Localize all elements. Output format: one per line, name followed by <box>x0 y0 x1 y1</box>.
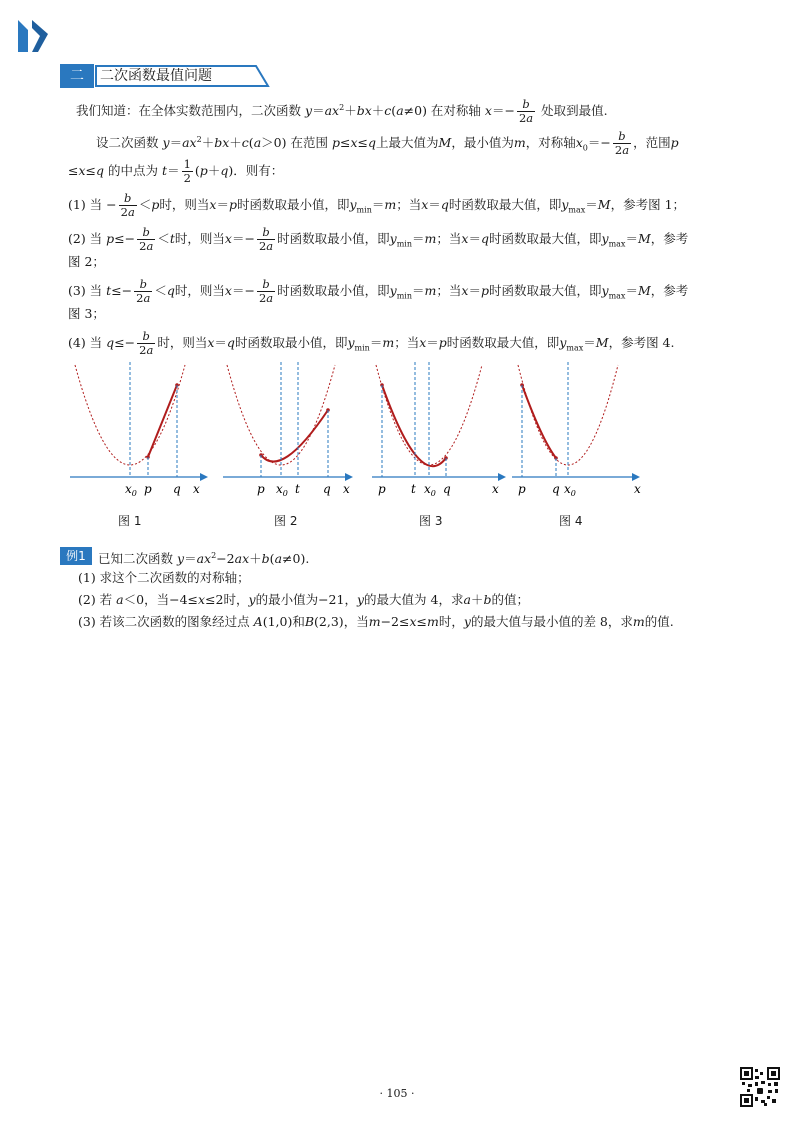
svg-text:x: x <box>343 482 350 496</box>
svg-text:p: p <box>518 482 526 496</box>
text: ；当 <box>396 197 422 212</box>
example-question-1: (1) 求这个二次函数的对称轴； <box>78 570 250 585</box>
text: ；当 <box>436 283 462 298</box>
page-number: · 105 · <box>379 1087 415 1100</box>
intro-paragraph: 我们知道：在全体实数范围内，二次函数 $y=ax^2+bx+c(a\ne 0)$ 在对称轴 x＝− $\frac{b}{2a}$ 处取到最值. <box>76 97 608 126</box>
text: ，参考图 4. <box>608 335 675 350</box>
svg-text:x: x <box>634 482 641 496</box>
text: (3) 当 <box>68 283 103 298</box>
figure-1-caption: 图 1 <box>118 514 142 528</box>
text: 的值. <box>644 614 674 629</box>
figure-1 <box>70 362 208 498</box>
svg-text:x: x <box>193 482 200 496</box>
text: 时，则当 <box>159 197 210 212</box>
svg-text:x0: $x_0$ <box>276 482 288 498</box>
text: 在范围 <box>290 135 328 151</box>
svg-text:x0: $x_0$ <box>564 482 576 498</box>
text: 时，则当 <box>157 335 208 350</box>
svg-text:p: p <box>144 482 152 496</box>
text: 时函数取最大值，即 <box>448 197 562 212</box>
text: ，当 <box>144 592 170 607</box>
text: ；当 <box>394 335 420 350</box>
section-number: 二 <box>60 64 94 88</box>
text: 图 2； <box>68 254 105 269</box>
svg-text:t: t <box>411 482 416 496</box>
text: (3) 若该二次函数的图象经过点 <box>78 614 250 629</box>
text: 的值； <box>491 592 529 607</box>
svg-text:q: q <box>443 482 451 496</box>
text: 的最大值与最小值的差 8，求 <box>470 614 633 629</box>
text: 时函数取最大值，即 <box>488 231 602 246</box>
text: ，参考 <box>650 231 689 246</box>
text: ，参考图 1； <box>610 197 686 212</box>
figure-3-caption: 图 3 <box>419 514 443 528</box>
text: ；当 <box>436 231 462 246</box>
text: 设二次函数 <box>96 135 159 151</box>
text: 时， <box>223 592 249 607</box>
example-question-2: (2) 若 a＜0，当−4≤x≤2时，y的最小值为−21，y的最大值为 4，求a＋b的值； <box>78 592 529 607</box>
text: 处取到最值. <box>541 103 608 119</box>
text: 时函数取最小值，即 <box>277 283 390 298</box>
text: 时函数取最大值，即 <box>488 283 602 298</box>
figure-3 <box>372 362 506 498</box>
text: 在对称轴 <box>430 103 481 119</box>
case-2-cont <box>68 252 105 272</box>
section-title: 二次函数最值问题 <box>100 68 212 84</box>
text: ，参考 <box>650 283 689 298</box>
svg-text:q: q <box>552 482 560 496</box>
text: ，对称轴 <box>525 135 576 151</box>
text: 时， <box>438 614 464 629</box>
text: 时，则当 <box>174 231 225 246</box>
text: ，最小值为 <box>451 135 514 151</box>
figure-2 <box>223 362 353 498</box>
text: 的最小值为−21， <box>255 592 357 607</box>
case-2: (2) 当 p≤− $\frac{b}{2a}$ ＜t时，则当x＝− $\frac{b}{2a}$ 时函数取最小值，即$y_{min}=m$；当x＝q时函数取最大值，即$y_{max}=M$，参考 <box>68 225 689 253</box>
text: (1) 当 <box>68 197 103 212</box>
figure-4-caption: 图 4 <box>559 514 583 528</box>
text: 时函数取最小值，即 <box>236 197 350 212</box>
text: (4) 当 <box>68 335 103 350</box>
text: 时函数取最小值，即 <box>234 335 348 350</box>
text: 时，则当 <box>174 283 225 298</box>
setup-paragraph-cont: ≤x≤q 的中点为 t＝ $\frac{1}{2}$ (p＋q)．则有： <box>68 157 284 185</box>
case-1: (1) 当 − $\frac{b}{2a}$ ＜p时，则当x＝p时函数取最小值，即$y_{min}=m$；当x＝q时函数取最大值，即$y_{max}=M$，参考图 1； <box>68 191 686 219</box>
svg-text:p: p <box>378 482 386 496</box>
text: 的中点为 <box>108 163 159 178</box>
text: 我们知道：在全体实数范围内，二次函数 <box>76 103 302 119</box>
case-4: (4) 当 q≤− $\frac{b}{2a}$ 时，则当x＝q时函数取最小值，即$y_{min}=m$；当x＝p时函数取最大值，即$y_{max}=M$，参考图 4. <box>68 329 675 357</box>
figure-4 <box>512 362 641 498</box>
qr-code-icon[interactable] <box>740 1067 780 1107</box>
text: (2) 当 <box>68 231 103 246</box>
section-banner <box>60 64 270 88</box>
case-3-cont <box>68 304 105 324</box>
text: 时函数取最小值，即 <box>277 231 390 246</box>
text: 时函数取最大值，即 <box>446 335 560 350</box>
publisher-logo-icon <box>14 16 50 56</box>
svg-text:q: q <box>323 482 331 496</box>
text: 和 <box>292 614 305 629</box>
svg-text:x0: $x_0$ <box>424 482 436 498</box>
svg-text:p: p <box>257 482 265 496</box>
text: ，范围 <box>633 135 671 151</box>
example-stem: 已知二次函数 $y=ax^2-2ax+b(a\ne 0)$. <box>98 551 310 567</box>
case-3: (3) 当 t≤− $\frac{b}{2a}$ ＜q时，则当x＝− $\frac{b}{2a}$ 时函数取最小值，即$y_{min}=m$；当x＝p时函数取最大值，即$y_{max}=M$，参考 <box>68 277 689 305</box>
text: 图 3； <box>68 306 105 321</box>
example-question-3: (3) 若该二次函数的图象经过点 A(1,0)和B(2,3)，当m−2≤x≤m时，y的最大值与最小值的差 8，求m的值. <box>78 614 674 629</box>
example-badge: 例1 <box>60 547 92 565</box>
svg-text:x0: $x_0$ <box>125 482 137 498</box>
text: 已知二次函数 <box>98 551 174 567</box>
text: ，当 <box>343 614 369 629</box>
setup-paragraph: 设二次函数 $y=ax^2+bx+c(a>0)$ 在范围 p≤x≤q上最大值为M，最小值为m，对称轴$x_0=-$ $\frac{b}{2a}$ ，范围p <box>96 129 679 158</box>
text: (2) 若 <box>78 592 113 607</box>
svg-text:q: q <box>173 482 181 496</box>
figure-2-caption: 图 2 <box>274 514 298 528</box>
text: 上最大值为 <box>376 135 439 151</box>
svg-text:x: x <box>492 482 499 496</box>
parabola-figures <box>60 360 650 500</box>
svg-text:t: t <box>295 482 300 496</box>
text: 的最大值为 4，求 <box>364 592 464 607</box>
text: ．则有： <box>233 163 284 178</box>
